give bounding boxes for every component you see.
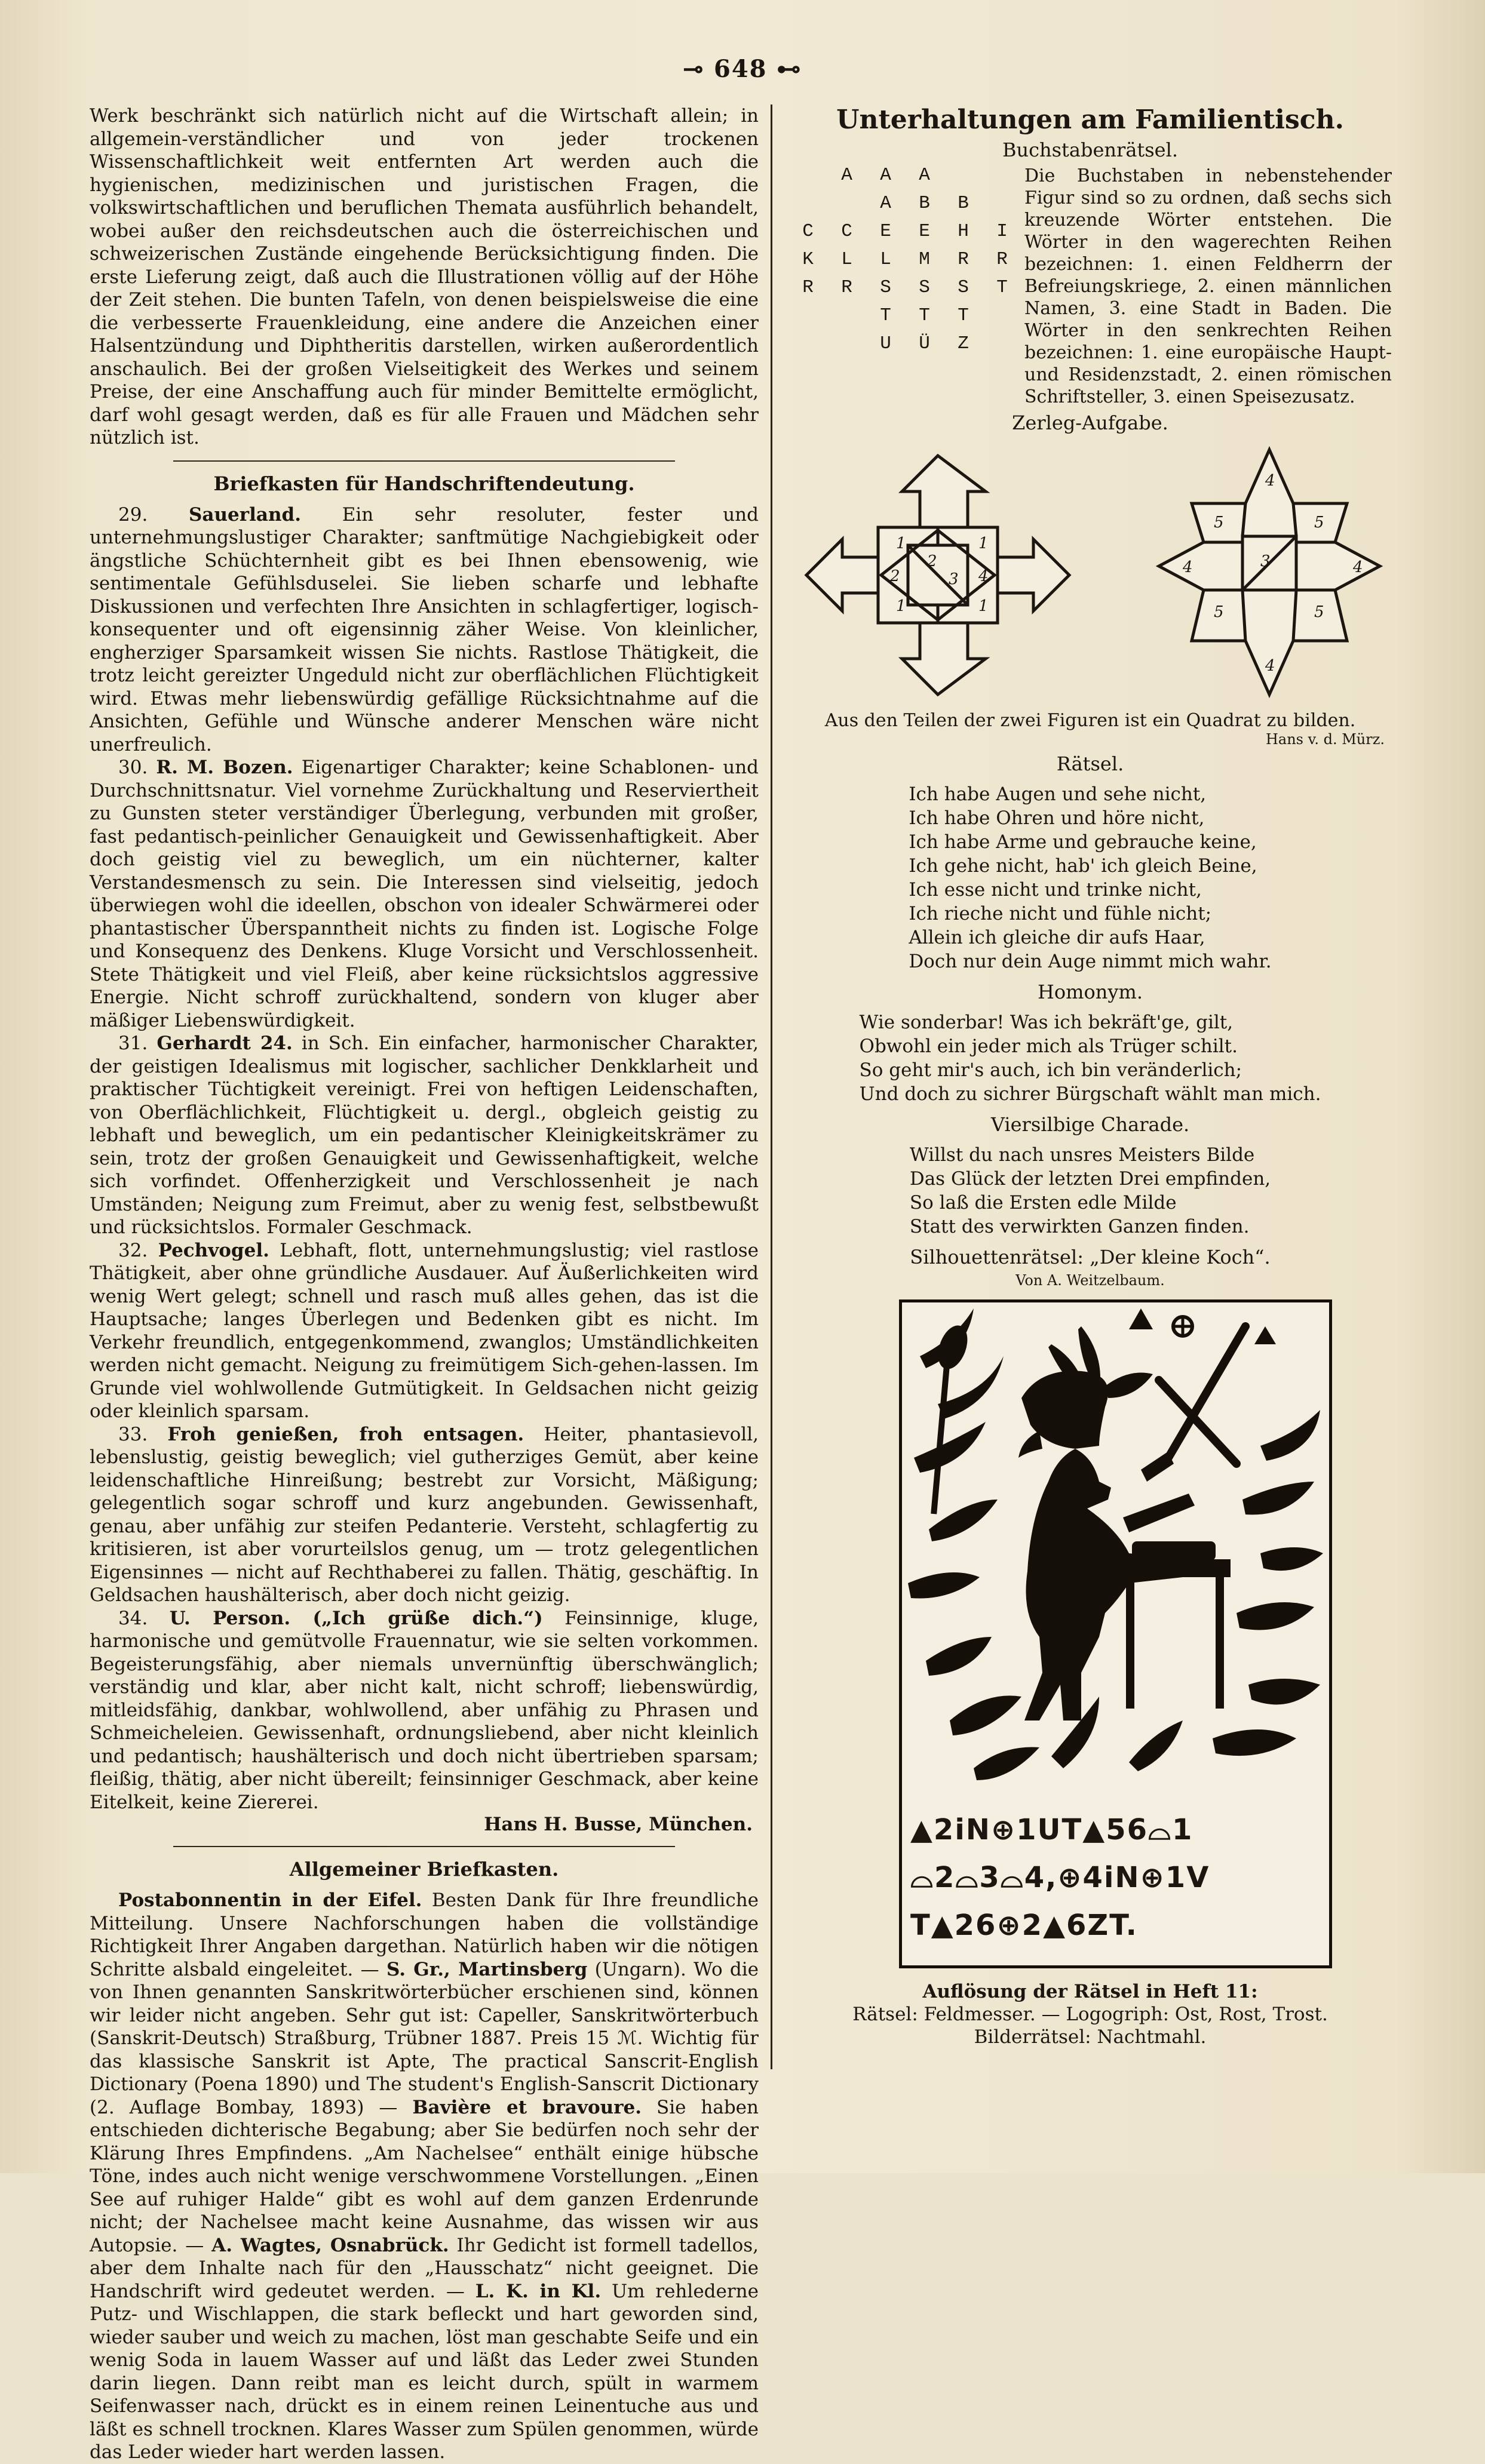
letter-cell — [788, 165, 827, 193]
letter-cell: T — [880, 305, 891, 326]
poem-line: Ich rieche nicht und fühle nicht; — [909, 903, 1212, 924]
letter-cell: B — [919, 193, 930, 214]
letter-grid-row — [788, 277, 1024, 305]
poem-line: Obwohl ein jeder mich als Trüger schilt. — [859, 1036, 1238, 1057]
letter-cell: A — [880, 193, 891, 214]
letter-grid-row — [788, 165, 1024, 193]
letter-cell: A — [880, 165, 891, 186]
poem-line: Wie sonderbar! Was ich bekräft'ge, gilt, — [859, 1012, 1234, 1033]
section-rule — [173, 1846, 675, 1847]
letter-cell — [983, 305, 1021, 333]
homonym-title: Homonym. — [1038, 981, 1143, 1003]
letter-cell: S — [880, 277, 891, 298]
letter-cell — [944, 165, 983, 193]
letter-cell: S — [958, 277, 969, 298]
star-label: 4 — [1183, 558, 1193, 576]
signature: Hans H. Busse, München. — [484, 1814, 753, 1835]
letter-cell — [827, 305, 866, 333]
dissection-puzzle-title: Zerleg-Aufgabe. — [1012, 411, 1168, 434]
star-label: 5 — [1214, 603, 1224, 621]
poem-line: Ich gehe nicht, hab' ich gleich Beine, — [909, 855, 1257, 877]
column-divider — [771, 105, 772, 2069]
letter-cell: T — [919, 305, 930, 326]
letter-cell: C — [841, 221, 852, 242]
silhouette-code-line: T▲26⊕2▲6ZT. — [910, 1909, 1138, 1942]
riddle-title: Rätsel. — [1056, 752, 1124, 775]
letter-cell: T — [996, 277, 1008, 298]
letter-cell: R — [802, 277, 814, 298]
poem-line: Ich esse nicht und trinke nicht, — [909, 879, 1202, 901]
poem-line: Ich habe Ohren und höre nicht, — [909, 807, 1205, 829]
solutions-title: Auflösung der Rätsel in Heft 11: — [922, 1981, 1258, 2002]
charade-title: Viersilbige Charade. — [990, 1113, 1190, 1136]
silhouette-code-line: ▲2iN⊕1UT▲56⌓1 — [910, 1813, 1193, 1847]
intro-paragraph: Werk beschränkt sich natürlich nicht auf die Wirtschaft allein; in allgemein-verständlicher und von jeder trockenen Wissenschaftlichkeit weit entfernten Art werden auch die hygienischen, medizinischen und juristischen Fragen, die volkswirtschaftlichen und beruflichen Themata ausführlich behandelt, wobei außer den reichsdeutschen auch die österreichischen und schweizerischen Zustände eingehende Berücksichtigung finden. Die erste Lieferung zeigt, daß auch die Illustrationen völlig auf der Höhe der Zeit stehen. Die bunten Tafeln, von denen beispielsweise die eine die verbesserte Frauenkleidung, eine andere die Anzeichen einer Halsentzündung und Diphtheritis darstellen, wirken außerordentlich anschaulich. Bei der großen Vielseitigkeit des Werkes und seinem Preise, der eine Anschaffung auch für minder Bemittelte ermöglicht, darf wohl gesagt werden, daß es für alle Frauen und Mädchen sehr nützlich ist. — [90, 105, 759, 448]
star-label: 5 — [1214, 514, 1224, 531]
letter-puzzle-title: Buchstabenrätsel. — [1002, 139, 1179, 161]
section-rule — [173, 460, 675, 462]
letter-puzzle — [788, 165, 1392, 408]
letter-cell — [788, 193, 827, 221]
cross-label: 2 — [890, 567, 900, 585]
letter-cell: A — [841, 165, 852, 186]
letter-grid-row — [788, 333, 1024, 361]
letter-cell — [788, 333, 827, 361]
cross-label: 1 — [896, 597, 906, 615]
right-column — [788, 105, 1392, 2048]
puzzle-section-title: Unterhaltungen am Familientisch. — [836, 105, 1344, 135]
letter-cell: U — [880, 333, 891, 354]
cross-figure — [806, 456, 1069, 695]
letter-grid-row — [788, 221, 1024, 249]
dissection-credit: Hans v. d. Mürz. — [1265, 731, 1385, 748]
letter-cell: R — [996, 249, 1008, 270]
silhouette-code-line: ⌓2⌓3⌓4,⊕4iN⊕1V — [910, 1861, 1210, 1894]
kitchen-table — [1117, 1541, 1231, 1709]
letter-cell: L — [880, 249, 891, 270]
handwriting-entry: 31. Gerhardt 24. in Sch. Ein einfacher, harmonischer Charakter, der geistigen Idealismus mit logischer, sachlicher Denkklarheit und praktischer Tüchtigkeit vereinigt. Frei von heftigen Leidenschaften, von Oberflächlichkeit, Flüchtigkeit u. dergl., obgleich geistig zu lebhaft und beweglich, um ein pedantischer Kleinigkeitskrämer zu sein, trotz der großen Genauigkeit und Gewissenhaftigkeit, welche sich vorfindet. Offenherzigkeit und Verschlossenheit je nach Umständen; Neigung zum Freimut, aber zu wenig fest, selbstbewußt und rücksichtslos. Formaler Geschmack. — [90, 1033, 759, 1238]
cross-label: 1 — [896, 534, 906, 552]
solutions-line: Rätsel: Feldmesser. — Logogriph: Ost, Rost, Trost. — [852, 2004, 1328, 2025]
poem-line: Ich habe Arme und gebrauche keine, — [909, 831, 1257, 853]
poem-line: Willst du nach unsres Meisters Bilde — [909, 1144, 1255, 1166]
star-label: 4 — [1265, 472, 1275, 490]
letter-cell: E — [919, 221, 930, 242]
poem-line: Allein ich gleiche dir aufs Haar, — [909, 927, 1205, 948]
cross-label: 1 — [978, 597, 989, 615]
letter-cell: R — [841, 277, 852, 298]
letter-puzzle-text: Die Buchstaben in nebenstehender Figur sind so zu ordnen, daß sechs sich kreuzende Wörter entstehen. Die Wörter in den wagerechten Reihen bezeichnen: 1. einen Feldherrn der Befreiungskriege, 2. einen männlichen Namen, 3. eine Stadt in Baden. Die Wörter in den senkrechten Reihen bezeichnen: 1. eine europäische Haupt- und Residenzstadt, 2. einen römischen Schriftsteller, 3. einen Speisezusatz. — [1024, 165, 1392, 407]
general-mailbox-title: Allgemeiner Briefkasten. — [289, 1858, 559, 1881]
letter-cell: Ü — [919, 333, 930, 354]
cross-label: 2 — [927, 552, 937, 570]
cook-silhouette — [902, 1302, 1329, 1798]
crossed-cutlery — [1159, 1326, 1245, 1464]
letter-cell: T — [958, 305, 969, 326]
letter-grid-row — [788, 193, 1024, 221]
solutions-line: Bilderrätsel: Nachtmahl. — [974, 2026, 1207, 2048]
poem-line: So geht mir's auch, ich bin veränderlich; — [859, 1059, 1242, 1081]
poem-line: Doch nur dein Auge nimmt mich wahr. — [909, 951, 1272, 972]
star-label: 5 — [1314, 514, 1324, 531]
left-column — [90, 105, 759, 2464]
dissection-figures-svg — [788, 438, 1392, 706]
general-mailbox-text: Postabonnentin in der Eifel. Besten Dank für Ihre freundliche Mitteilung. Unsere Nachforschungen haben die vollständige Richtigkeit Ihrer Angaben dargethan. Natürlich haben wir die nötigen Schritte alsbald eingeleitet. — S. Gr., Martinsberg (Ungarn). Wo die von Ihnen genannten Sanskritwörterbücher erschienen sind, können wir leider nicht angeben. Sehr gut ist: Capeller, Sanskritwörterbuch (Sanskrit-Deutsch) Straßburg, Trübner 1887. Preis 15 ℳ. Wichtig für das klassische Sanskrit ist Apte, The practical Sanscrit-English Dictionary (Poena 1890) und The student's English-Sanscrit Dictionary (2. Auflage Bombay, 1893) — Bavière et bravoure. Sie haben entschieden dichterische Begabung; aber Sie bedürfen noch sehr der Klärung Ihres Empfindens. „Am Nachelsee“ enthält einige hübsche Töne, indes auch nicht wenige verschwommene Vorstellungen. „Einen See auf ruhiger Halde“ gibt es wohl auf dem ganzen Erdenrunde nicht; der Nachelsee macht keine Ausnahme, das wissen wir aus Autopsie. — A. Wagtes, Osnabrück. Ihr Gedicht ist formell tadellos, aber dem Inhalte nach für den „Hausschatz“ nicht geeignet. Die Handschrift wird gedeutet werden. — L. K. in Kl. Um rehlederne Putz- und Wischlappen, die stark befleckt und hart geworden sind, wieder sauber und weich zu machen, löst man geschabte Seife und ein wenig Soda in lauem Wasser auf und läßt das Leder zwei Stunden darin liegen. Dann reibt man es leicht durch, spült in warmem Seifenwasser nach, drückt es in einem reinen Leinentuche aus und läßt es schnell trocknen. Klares Wasser zum Spülen genommen, würde das Leder wieder hart werden lassen. — [90, 1890, 759, 2463]
handwriting-entry: 30. R. M. Bozen. Eigenartiger Charakter; keine Schablonen- und Durchschnittsnatur. Viel vornehme Zurückhaltung und Reserviertheit zu Gunsten steter verständiger Überlegung, verbunden mit großer, fast pedantisch-peinlicher Genauigkeit und Gewissenhaftigkeit. Aber doch geistig viel zu beweglich, um ein nüchterner, kalter Verstandesmensch zu sein. Die Interessen sind vielseitig, jedoch überwiegen wohl die ideellen, obschon von idealer Schwärmerei oder phantastischer Überspanntheit nichts zu finden ist. Logische Folge und Konsequenz des Denkens. Kluge Vorsicht und Verschlossenheit. Stete Thätigkeit und viel Fleiß, aber keine rücksichtslos aggressive Energie. Nicht schroff zurückhaltend, sondern von kluger aber mäßiger Liebenswürdigkeit. — [90, 757, 759, 1031]
cross-label: 3 — [949, 570, 959, 588]
cross-label: 4 — [978, 567, 989, 585]
letter-cell: Z — [958, 333, 969, 354]
letter-cell: K — [802, 249, 814, 270]
letter-cell: S — [919, 277, 930, 298]
letter-cell — [983, 193, 1021, 221]
letter-cell: E — [880, 221, 891, 242]
star-label: 4 — [1265, 657, 1275, 675]
silhouette-picture — [899, 1299, 1332, 1968]
letter-grid — [788, 165, 1024, 361]
poem-line: Statt des verwirkten Ganzen finden. — [909, 1216, 1250, 1237]
star-label: 3 — [1260, 552, 1271, 570]
charade-poem — [910, 1143, 1271, 1239]
letter-grid-row — [788, 305, 1024, 333]
silhouette-credit: Von A. Weitzelbaum. — [1015, 1272, 1165, 1289]
poem-line: Ich habe Augen und sehe nicht, — [909, 784, 1207, 805]
letter-cell: B — [958, 193, 969, 214]
letter-cell — [827, 193, 866, 221]
poem-line: Das Glück der letzten Drei empfinden, — [909, 1168, 1271, 1190]
riddle-poem — [909, 782, 1271, 973]
handwriting-mailbox-title: Briefkasten für Handschriftendeutung. — [213, 472, 635, 495]
handwriting-entry: 32. Pechvogel. Lebhaft, flott, unternehmungslustig; viel rastlose Thätigkeit, aber ohne gründliche Ausdauer. Auf Äußerlichkeiten wird wenig Wert gelegt; schnell und rasch muß alles gehen, das ist die Hauptsache; langes Überlegen und Bedenken gibt es nicht. Im Verkehr freundlich, entgegenkommend, zwanglos; Umständlichkeiten werden nicht gemacht. Neigung zu freimütigem Sich-gehen-lassen. Im Grunde viel wohlwollende Gutmütigkeit. In Geldsachen nicht geizig oder kleinlich sparsam. — [90, 1239, 759, 1422]
table-symbols — [1129, 1308, 1276, 1344]
silhouette-puzzle-title: Silhouettenrätsel: „Der kleine Koch“. — [910, 1246, 1271, 1268]
letter-cell: I — [996, 221, 1008, 242]
letter-cell — [983, 333, 1021, 361]
letter-cell — [827, 333, 866, 361]
letter-cell: C — [802, 221, 814, 242]
poem-line: Und doch zu sichrer Bürgschaft wählt man mich. — [859, 1083, 1321, 1105]
letter-grid-row — [788, 249, 1024, 277]
solutions — [788, 1980, 1392, 2048]
poem-line: So laß die Ersten edle Milde — [909, 1192, 1177, 1213]
handwriting-entry: 29. Sauerland. Ein sehr resoluter, fester und unternehmungslustiger Charakter; sanftmütige Nachgiebigkeit oder ängstliche Schüchternheit gibt es bei Ihnen ebensowenig, wie sentimentale Gefühlsduselei. Sie lieben scharfe und lebhafte Diskussionen und verfechten Ihre Ansichten in schlagfertiger, logisch-konsequenter und oft eigensinnig zäher Weise. Von kleinlicher, engherziger Sparsamkeit wissen Sie nichts. Rastlose Thätigkeit, die trotz leicht gereizter Ungeduld nicht zur oberflächlichen Flüchtigkeit wird. Etwas mehr liebenswürdig gefällige Rücksichtnahme auf die Ansichten, Gefühle und Wünsche anderer Menschen wäre nicht unerfreulich. — [90, 503, 759, 755]
letter-cell: H — [958, 221, 969, 242]
star-label: 5 — [1314, 603, 1324, 621]
letter-cell: A — [919, 165, 930, 186]
handwriting-entry: 34. U. Person. („Ich grüße dich.“) Feinsinnige, kluge, harmonische und gemütvolle Frauennatur, wie sie selten vorkommen. Begeisterungsfähig, aber niemals unvernünftig überschwänglich; verständig und klar, aber nicht kalt, nicht schroff; liebenswürdig, mitleidsfähig, dankbar, wohlwollend, aber unfähig zu Phrasen und Schmeicheleien. Gewissenhaft, ordnungsliebend, aber nicht kleinlich und pedantisch; haushälterisch und doch nicht übertrieben sparsam; fleißig, thätig, aber nicht übereilt; feinsinniger Geschmack, aber keine Eitelkeit, keine Ziererei. — [90, 1607, 759, 1813]
letter-cell — [788, 305, 827, 333]
dissection-caption: Aus den Teilen der zwei Figuren ist ein Quadrat zu bilden. — [824, 710, 1356, 731]
letter-cell: M — [919, 249, 930, 270]
letter-cell: L — [841, 249, 852, 270]
cross-label: 1 — [978, 534, 989, 552]
handwriting-entry: 33. Froh genießen, froh entsagen. Heiter, phantasievoll, lebenslustig, geistig beweglich; viel gutherziges Gemüt, aber keine leidenschaftliche Hinreißung; bestrebt zur Vorsicht, Mäßigung; gelegentlich sogar schroff und kurz angebunden. Gewissenhaft, genau, aber unfähig zur steifen Pedanterie. Versteht, schlagfertig zu kritisieren, ist aber vorurteilslos genug, um — trotz gelegentlichen Eigensinnes — nicht auf Rechthaberei zu fallen. Thätig, geschäftig. In Geldsachen haushälterisch, aber doch nicht geizig. — [90, 1423, 759, 1606]
page-number: ⊸ 648 ⊷ — [683, 55, 802, 83]
dissection-figures — [788, 438, 1392, 706]
letter-cell: R — [958, 249, 969, 270]
letter-cell — [983, 165, 1021, 193]
star-label: 4 — [1353, 558, 1363, 576]
homonym-poem — [860, 1010, 1321, 1106]
